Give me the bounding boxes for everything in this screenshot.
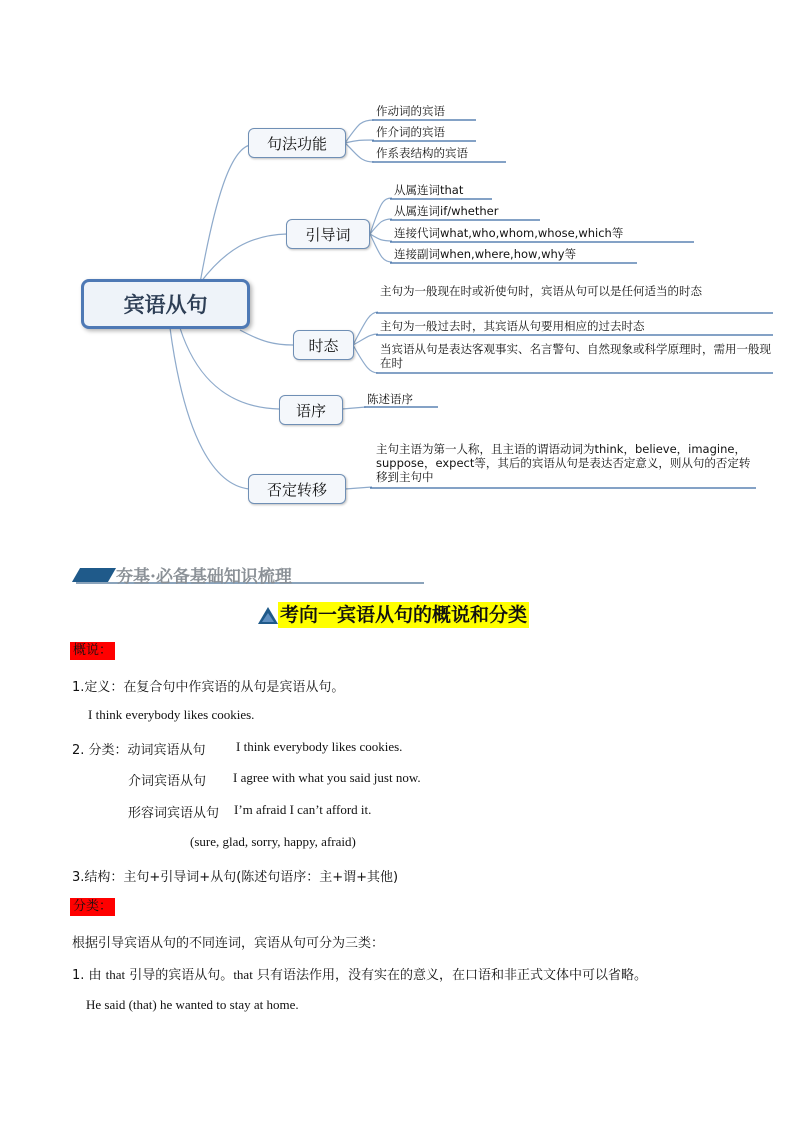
- classification-adj-list: (sure, glad, sorry, happy, afraid): [190, 834, 356, 849]
- leaf-tense-present: 主句为一般现在时或祈使句时，宾语从句可以是任何适当的时态: [380, 284, 702, 298]
- leaf-prep-object: 作介词的宾语: [376, 125, 445, 139]
- leaf-that: 从属连词that: [394, 183, 464, 197]
- leaf-linking-object: 作系表结构的宾语: [376, 146, 468, 160]
- branch-tense: 时态: [293, 330, 354, 360]
- leaf-tense-past: 主句为一般过去时，其宾语从句要用相应的过去时态: [380, 319, 645, 333]
- mindmap-root: 宾语从句: [81, 279, 250, 329]
- that-example: He said (that) he wanted to stay at home.: [86, 997, 299, 1012]
- that-rule-suffix: 只有语法作用，没有实在的意义，在口语和非正式文体中可以省略。: [252, 968, 647, 983]
- leaf-pronouns: 连接代词what,who,whom,whose,which等: [394, 226, 624, 240]
- section-marker: [72, 568, 116, 582]
- leaf-verb-object: 作动词的宾语: [376, 104, 445, 118]
- section-title: 夯基·必备基础知识梳理: [116, 567, 292, 587]
- that-rule-prefix: 1. 由: [72, 968, 106, 983]
- classification-label: 分类：: [70, 898, 115, 916]
- leaf-declarative-order: 陈述语序: [367, 392, 413, 406]
- branch-syntax-function: 句法功能: [248, 128, 346, 158]
- that-word-2: that: [233, 967, 253, 982]
- leaf-negative-transfer-rule: 主句主语为第一人称，且主语的谓语动词为think，believe，imagine，suppose，expect等，其后的宾语从句是表达否定意义，则从句的否定转移到主句中: [376, 442, 751, 484]
- that-rule: [72, 964, 647, 983]
- that-word-1: that: [105, 967, 126, 982]
- that-rule-middle: 引导的宾语从句。: [125, 968, 234, 983]
- topic-heading: 考向一宾语从句的概说和分类: [280, 604, 528, 626]
- classification-adj: 形容词宾语从句: [128, 806, 220, 821]
- leaf-if-whether: 从属连词if/whether: [394, 204, 499, 218]
- definition-example: I think everybody likes cookies.: [88, 707, 255, 722]
- classification-verb: 2. 分类：动词宾语从句: [72, 743, 206, 758]
- definition-text: 1.定义：在复合句中作宾语的从句是宾语从句。: [72, 680, 345, 695]
- classification-verb-example: I think everybody likes cookies.: [236, 739, 403, 754]
- classification-prep: 介词宾语从句: [128, 774, 207, 789]
- branch-negative-transfer: 否定转移: [248, 474, 346, 504]
- overview-label: 概说：: [70, 642, 115, 660]
- classification-adj-example: I’m afraid I can’t afford it.: [234, 802, 372, 817]
- branch-introducer: 引导词: [286, 219, 370, 249]
- branch-word-order: 语序: [279, 395, 343, 425]
- classification-prep-example: I agree with what you said just now.: [233, 770, 421, 785]
- classification-intro: 根据引导宾语从句的不同连词，宾语从句可分为三类：: [72, 936, 385, 951]
- triangle-icon-inner: [262, 613, 274, 622]
- leaf-adverbs: 连接副词when,where,how,why等: [394, 247, 577, 261]
- leaf-tense-fact: 当宾语从句是表达客观事实、名言警句、自然现象或科学原理时，需用一般现在时: [380, 342, 771, 370]
- structure-text: 3.结构：主句+引导词+从句(陈述句语序：主+谓+其他): [72, 870, 399, 885]
